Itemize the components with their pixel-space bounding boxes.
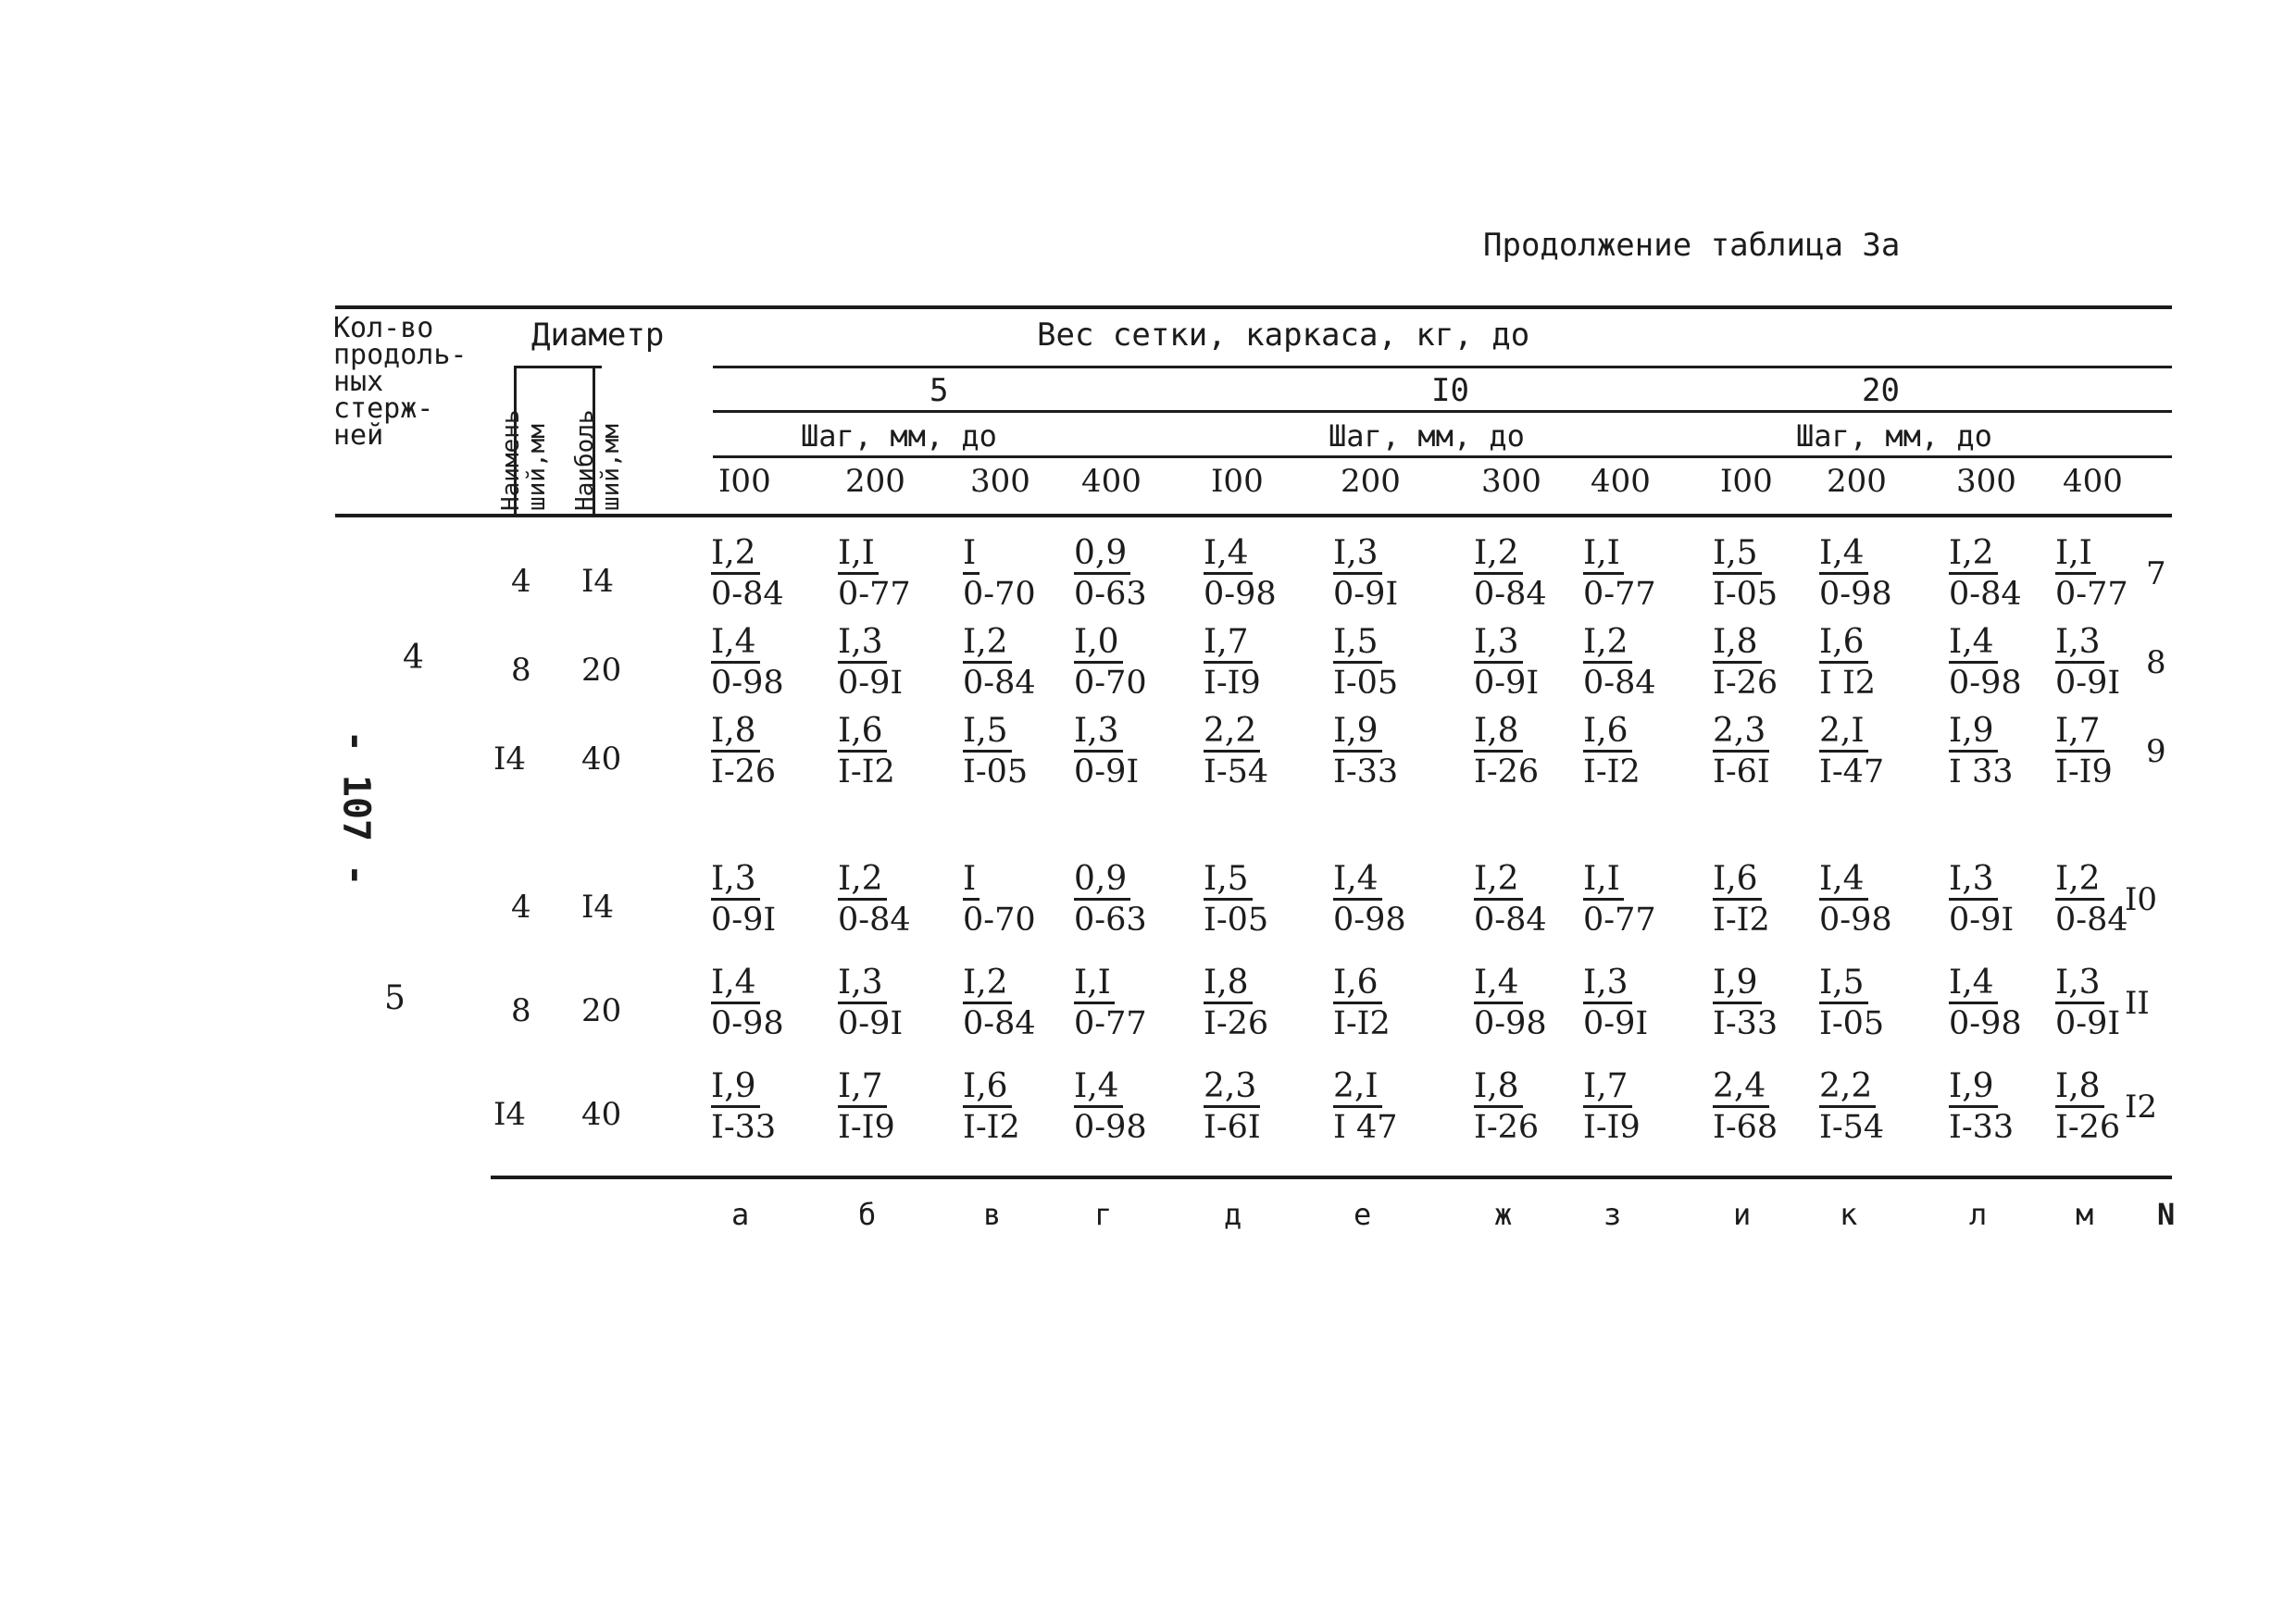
- weight-cell-bottom: I-47: [1819, 753, 1885, 790]
- weight-cell-top: I,8: [1474, 1068, 1523, 1108]
- weight-cell-top: I,5: [1204, 861, 1253, 901]
- weight-cell-top: I,9: [1713, 965, 1762, 1004]
- weight-cell: [838, 861, 911, 940]
- weight-cell: [2055, 624, 2120, 703]
- weight-cell-top: I,3: [1583, 965, 1632, 1004]
- weight-cell: [963, 535, 1036, 614]
- weight-cell: [1474, 535, 1547, 614]
- weight-cell-bottom: 0-9I: [1583, 1005, 1649, 1042]
- weight-cell: [1949, 965, 2022, 1043]
- weight-cell-bottom: I-54: [1204, 753, 1269, 790]
- weight-cell: [1204, 861, 1268, 940]
- weight-cell: [963, 861, 1036, 940]
- weight-cell: [838, 965, 903, 1043]
- weight-cell-top: I,7: [1583, 1068, 1632, 1108]
- step-value: I00: [1720, 463, 1773, 500]
- column-letter: з: [1603, 1197, 1622, 1232]
- step-value: 300: [970, 463, 1030, 500]
- weight-cell-bottom: I-54: [1819, 1109, 1885, 1146]
- header-bottom-rule: [335, 514, 2172, 517]
- diameter-max: I4: [581, 889, 615, 926]
- weight-cell-bottom: I-I2: [963, 1109, 1020, 1146]
- weight-cell-bottom: 0-9I: [2055, 665, 2121, 702]
- step-value: I00: [718, 463, 771, 500]
- weight-cell-top: I,2: [963, 965, 1012, 1004]
- weight-cell: [711, 861, 776, 940]
- weight-cell-bottom: 0-84: [963, 665, 1036, 702]
- weight-group-label: 5: [930, 372, 949, 409]
- weight-cell-top: I,7: [2055, 713, 2104, 753]
- weight-cell: [1074, 965, 1147, 1043]
- weight-cell: [1333, 535, 1398, 614]
- column-letter: б: [858, 1197, 877, 1232]
- diameter-min: I4: [493, 1096, 527, 1133]
- weight-cell-bottom: I-I2: [1583, 753, 1641, 790]
- column-letter: в: [983, 1197, 1002, 1232]
- table-top-rule: [335, 305, 2172, 309]
- weight-cell-bottom: 0-9I: [1474, 665, 1540, 702]
- weight-group-rule: [713, 410, 2172, 413]
- weight-cell-top: I,8: [1713, 624, 1762, 664]
- weight-cell-bottom: 0-70: [1074, 665, 1147, 702]
- weight-cell-bottom: 0-77: [838, 576, 911, 613]
- weight-cell: [1713, 1068, 1778, 1147]
- weight-cell-top: I,8: [1204, 965, 1253, 1004]
- diameter-min: I4: [493, 741, 527, 778]
- weight-cell-bottom: I-26: [711, 753, 777, 790]
- weight-cell-top: I,2: [838, 861, 887, 901]
- column-letter: л: [1969, 1197, 1988, 1232]
- weight-cell: [1333, 624, 1398, 703]
- weight-cell: [711, 535, 784, 614]
- weight-cell-bottom: I-I9: [2055, 753, 2113, 790]
- weight-cell-bottom: I-26: [1713, 665, 1778, 702]
- step-value: 200: [1341, 463, 1401, 500]
- column-letter: а: [731, 1197, 750, 1232]
- diameter-header: Диаметр: [531, 317, 665, 354]
- weight-cell-bottom: 0-84: [711, 576, 784, 613]
- diameter-min: 8: [511, 992, 531, 1029]
- weight-cell-bottom: I-33: [711, 1109, 777, 1146]
- weight-cell-bottom: 0-9I: [1333, 576, 1399, 613]
- weight-cell-top: I,3: [1333, 535, 1382, 575]
- weight-cell: [711, 713, 776, 791]
- step-value: 400: [1591, 463, 1651, 500]
- weight-cell: [1949, 713, 2014, 791]
- weight-cell: [1949, 624, 2022, 703]
- weight-cell: [1713, 965, 1778, 1043]
- weight-cell: [2055, 535, 2128, 614]
- diameter-max: 40: [581, 1096, 622, 1133]
- weight-cell-bottom: I-05: [1204, 902, 1269, 939]
- column-letter: м: [2076, 1197, 2094, 1232]
- weight-group-label: 20: [1862, 372, 1900, 409]
- weight-cell-bottom: 0-77: [1583, 576, 1656, 613]
- weight-cell: [1713, 624, 1778, 703]
- step-value: I00: [1211, 463, 1264, 500]
- column-letter: к: [1840, 1197, 1858, 1232]
- weight-cell: [1713, 713, 1770, 791]
- weight-cell: [1204, 1068, 1261, 1147]
- weight-cell-bottom: 0-84: [963, 1005, 1036, 1042]
- weight-cell: [1819, 861, 1892, 940]
- diameter-max-header: Наиболь ший,мм: [571, 409, 625, 511]
- weight-cell-top: I: [963, 535, 980, 575]
- weight-cell-bottom: 0-84: [1474, 902, 1547, 939]
- rod-count: 5: [384, 979, 406, 1017]
- weight-cell-top: I,4: [1474, 965, 1523, 1004]
- weight-cell: [1583, 624, 1656, 703]
- weight-cell-top: I,7: [1204, 624, 1253, 664]
- weight-cell-bottom: I-I2: [1333, 1005, 1391, 1042]
- weight-cell-top: I,2: [711, 535, 760, 575]
- weight-cell-top: I,4: [1819, 861, 1868, 901]
- weight-cell: [1074, 1068, 1147, 1147]
- weight-cell: [2055, 965, 2120, 1043]
- weight-cell-top: I,5: [963, 713, 1012, 753]
- weight-cell-top: I,2: [1474, 535, 1523, 575]
- weight-cell: [1074, 624, 1147, 703]
- weight-cell: [1474, 965, 1547, 1043]
- row-number: I2: [2125, 1089, 2158, 1126]
- weight-cell: [963, 624, 1036, 703]
- weight-cell-bottom: I-05: [1333, 665, 1399, 702]
- weight-cell: [838, 713, 895, 791]
- weight-cell-bottom: 0-70: [963, 576, 1036, 613]
- weight-cell: [1583, 535, 1656, 614]
- column-letter: ж: [1494, 1197, 1513, 1232]
- weight-cell-top: I,4: [711, 965, 760, 1004]
- weight-cell-top: I,8: [1474, 713, 1523, 753]
- weight-cell-bottom: I-I9: [1583, 1109, 1641, 1146]
- diameter-max: 20: [581, 992, 622, 1029]
- weight-cell-bottom: 0-98: [1474, 1005, 1547, 1042]
- weight-cell: [1074, 713, 1139, 791]
- weight-cell-top: I: [963, 861, 980, 901]
- weight-cell-top: I,4: [1949, 965, 1998, 1004]
- diameter-max: 40: [581, 741, 622, 778]
- column-letter-end: N: [2157, 1197, 2176, 1232]
- weight-cell-top: I,4: [711, 624, 760, 664]
- weight-cell-bottom: I-6I: [1204, 1109, 1261, 1146]
- weight-cell-bottom: I-6I: [1713, 753, 1770, 790]
- weight-cell: [1204, 965, 1268, 1043]
- weight-cell-bottom: 0-98: [1819, 902, 1892, 939]
- weight-cell: [1713, 861, 1770, 940]
- weight-cell: [711, 965, 784, 1043]
- weight-cell: [1949, 535, 2022, 614]
- weight-cell-top: I,9: [1949, 1068, 1998, 1108]
- weight-cell-bottom: I I2: [1819, 665, 1877, 702]
- weight-cell: [1204, 624, 1261, 703]
- column-letter: д: [1224, 1197, 1242, 1232]
- weight-cell-bottom: 0-98: [1333, 902, 1406, 939]
- step-value: 200: [1827, 463, 1887, 500]
- weight-cell-bottom: 0-98: [1949, 1005, 2022, 1042]
- step-label: Шаг, мм, до: [801, 418, 997, 454]
- weight-cell-bottom: I-I9: [1204, 665, 1261, 702]
- weight-cell-top: I,3: [711, 861, 760, 901]
- weight-cell-top: I,5: [1819, 965, 1868, 1004]
- weight-cell: [1583, 1068, 1641, 1147]
- weight-cell: [1204, 535, 1277, 614]
- weight-cell-top: I,4: [1819, 535, 1868, 575]
- weight-cell-top: I,4: [1204, 535, 1253, 575]
- weight-cell-bottom: 0-84: [1949, 576, 2022, 613]
- weight-cell: [1583, 713, 1641, 791]
- row-number: 8: [2146, 644, 2166, 681]
- step-label: Шаг, мм, до: [1329, 418, 1525, 454]
- weight-cell-top: I,9: [1949, 713, 1998, 753]
- weight-cell-bottom: 0-77: [1074, 1005, 1147, 1042]
- weight-cell-top: I,I: [838, 535, 879, 575]
- weight-cell-bottom: 0-63: [1074, 576, 1147, 613]
- weight-cell-bottom: 0-9I: [2055, 1005, 2121, 1042]
- step-value: 300: [1481, 463, 1541, 500]
- weight-cell-top: I,9: [1333, 713, 1382, 753]
- weight-cell-bottom: 0-84: [1474, 576, 1547, 613]
- row-number: I0: [2125, 881, 2158, 918]
- weight-cell: [1583, 861, 1656, 940]
- weight-cell: [711, 1068, 776, 1147]
- step-header-rule: [713, 455, 2172, 458]
- weight-cell-top: I,2: [963, 624, 1012, 664]
- weight-cell-bottom: I-I9: [838, 1109, 895, 1146]
- weight-cell: [711, 624, 784, 703]
- weight-cell-top: 2,I: [1333, 1068, 1382, 1108]
- weight-cell: [2055, 713, 2113, 791]
- weight-cell: [1333, 861, 1406, 940]
- weight-cell-top: I,I: [2055, 535, 2096, 575]
- weight-cell: [1474, 861, 1547, 940]
- weight-cell-bottom: 0-84: [838, 902, 911, 939]
- weight-cell-top: I,0: [1074, 624, 1123, 664]
- weight-cell: [1204, 713, 1268, 791]
- page-number: - 107 -: [334, 729, 378, 887]
- weight-cell-top: I,6: [963, 1068, 1012, 1108]
- weight-cell-top: 2,2: [1819, 1068, 1876, 1108]
- diameter-rule: [514, 366, 602, 368]
- weight-cell-bottom: I-05: [1819, 1005, 1885, 1042]
- weight-cell-top: 2,3: [1204, 1068, 1260, 1108]
- weight-cell-bottom: 0-84: [1583, 665, 1656, 702]
- weight-cell: [1333, 965, 1391, 1043]
- diameter-min: 4: [511, 563, 531, 600]
- weight-cell-top: I,3: [1074, 713, 1123, 753]
- weight-cell: [1713, 535, 1778, 614]
- step-value: 400: [1081, 463, 1142, 500]
- weight-cell-bottom: I-I2: [838, 753, 895, 790]
- weight-cell-top: I,3: [838, 965, 887, 1004]
- weight-cell: [1474, 624, 1539, 703]
- weight-cell-top: I,4: [1333, 861, 1382, 901]
- weight-cell-bottom: 0-63: [1074, 902, 1147, 939]
- weight-cell-bottom: 0-98: [711, 1005, 784, 1042]
- weight-cell: [963, 1068, 1020, 1147]
- weight-cell-bottom: I 47: [1333, 1109, 1398, 1146]
- weight-cell-bottom: 0-9I: [838, 1005, 904, 1042]
- weight-cell-bottom: I-33: [1949, 1109, 2015, 1146]
- weight-cell-bottom: I-26: [2055, 1109, 2121, 1146]
- weight-cell: [1819, 713, 1884, 791]
- weight-cell-bottom: 0-98: [711, 665, 784, 702]
- diameter-min: 4: [511, 889, 531, 926]
- weight-cell-top: I,8: [2055, 1068, 2104, 1108]
- weight-cell-top: I,I: [1583, 535, 1624, 575]
- table-bottom-rule: [491, 1176, 2172, 1179]
- weight-cell-bottom: 0-98: [1204, 576, 1277, 613]
- weight-cell-top: I,3: [1474, 624, 1523, 664]
- weight-cell: [1819, 624, 1876, 703]
- row-number: II: [2125, 985, 2150, 1022]
- weight-cell-top: I,2: [1949, 535, 1998, 575]
- weight-cell-bottom: 0-98: [1074, 1109, 1147, 1146]
- weight-cell-bottom: 0-98: [1819, 576, 1892, 613]
- weight-cell-top: I,4: [1074, 1068, 1123, 1108]
- weight-cell-bottom: I-33: [1333, 753, 1399, 790]
- weight-cell-bottom: 0-9I: [838, 665, 904, 702]
- diameter-min: 8: [511, 652, 531, 689]
- row-number: 9: [2146, 733, 2166, 770]
- weight-cell-bottom: 0-9I: [1949, 902, 2015, 939]
- weight-cell: [1819, 1068, 1884, 1147]
- step-value: 200: [845, 463, 905, 500]
- weight-cell: [963, 965, 1036, 1043]
- weight-cell-top: I,6: [1713, 861, 1762, 901]
- weight-cell-top: I,5: [1713, 535, 1762, 575]
- weight-cell: [2055, 861, 2128, 940]
- weight-cell: [963, 713, 1028, 791]
- weight-cell: [1819, 965, 1884, 1043]
- weight-cell-bottom: I-26: [1204, 1005, 1269, 1042]
- weight-cell-top: 2,2: [1204, 713, 1260, 753]
- weight-cell-bottom: 0-9I: [711, 902, 777, 939]
- weight-cell-top: I,9: [711, 1068, 760, 1108]
- weight-cell-bottom: I-26: [1474, 1109, 1540, 1146]
- column-letter: г: [1094, 1197, 1113, 1232]
- weight-cell-top: I,4: [1949, 624, 1998, 664]
- diameter-min-header: Наимень ший,мм: [497, 409, 551, 511]
- step-value: 400: [2063, 463, 2123, 500]
- weight-header-rule: [713, 366, 2172, 368]
- weight-cell: [1583, 965, 1648, 1043]
- diameter-max: 20: [581, 652, 622, 689]
- weight-cell: [1074, 535, 1147, 614]
- column-letter: е: [1354, 1197, 1372, 1232]
- rod-count: 4: [403, 639, 424, 677]
- row-number: 7: [2146, 555, 2166, 592]
- weight-cell-top: 2,3: [1713, 713, 1769, 753]
- weight-cell-bottom: 0-70: [963, 902, 1036, 939]
- weight-cell-top: I,3: [838, 624, 887, 664]
- weight-cell-top: 2,I: [1819, 713, 1868, 753]
- count-header: Кол-во продоль- ных стерж- ней: [333, 312, 468, 452]
- weight-cell-top: 0,9: [1074, 861, 1130, 901]
- weight-cell-top: 0,9: [1074, 535, 1130, 575]
- weight-cell: [1333, 1068, 1398, 1147]
- weight-cell: [1949, 1068, 2014, 1147]
- weight-cell-bottom: I-26: [1474, 753, 1540, 790]
- weight-cell-top: I,2: [1583, 624, 1632, 664]
- weight-header: Вес сетки, каркаса, кг, до: [1037, 317, 1530, 354]
- weight-cell-bottom: I-05: [1713, 576, 1778, 613]
- step-value: 300: [1956, 463, 2016, 500]
- weight-cell: [1819, 535, 1892, 614]
- step-label: Шаг, мм, до: [1796, 418, 1992, 454]
- weight-cell: [838, 1068, 895, 1147]
- weight-cell-bottom: 0-84: [2055, 902, 2128, 939]
- weight-cell-bottom: 0-98: [1949, 665, 2022, 702]
- weight-cell-top: I,6: [1333, 965, 1382, 1004]
- weight-cell-bottom: 0-9I: [1074, 753, 1140, 790]
- weight-cell: [1474, 1068, 1539, 1147]
- weight-cell-top: I,7: [838, 1068, 887, 1108]
- weight-group-label: I0: [1431, 372, 1469, 409]
- weight-cell-bottom: 0-77: [2055, 576, 2128, 613]
- weight-cell-bottom: I-68: [1713, 1109, 1778, 1146]
- weight-cell: [838, 535, 911, 614]
- weight-cell-bottom: I-33: [1713, 1005, 1778, 1042]
- weight-cell: [1949, 861, 2014, 940]
- table-caption: Продолжение таблица 3а: [1483, 227, 1901, 264]
- weight-cell: [838, 624, 903, 703]
- column-letter: и: [1733, 1197, 1752, 1232]
- diameter-max: I4: [581, 563, 615, 600]
- weight-cell-top: I,3: [1949, 861, 1998, 901]
- weight-cell: [1074, 861, 1147, 940]
- weight-cell-top: I,5: [1333, 624, 1382, 664]
- weight-cell-top: I,6: [1819, 624, 1868, 664]
- weight-cell-bottom: I 33: [1949, 753, 2014, 790]
- weight-cell: [1333, 713, 1398, 791]
- weight-cell-bottom: I-I2: [1713, 902, 1770, 939]
- weight-cell-top: I,3: [2055, 624, 2104, 664]
- weight-cell-top: I,2: [2055, 861, 2104, 901]
- weight-cell-top: I,6: [1583, 713, 1632, 753]
- weight-cell-top: I,I: [1583, 861, 1624, 901]
- weight-cell-top: I,2: [1474, 861, 1523, 901]
- weight-cell: [2055, 1068, 2120, 1147]
- weight-cell-bottom: 0-77: [1583, 902, 1656, 939]
- weight-cell-top: I,6: [838, 713, 887, 753]
- weight-cell-top: 2,4: [1713, 1068, 1769, 1108]
- weight-cell-bottom: I-05: [963, 753, 1029, 790]
- weight-cell-top: I,I: [1074, 965, 1115, 1004]
- weight-cell-top: I,3: [2055, 965, 2104, 1004]
- weight-cell-top: I,8: [711, 713, 760, 753]
- weight-cell: [1474, 713, 1539, 791]
